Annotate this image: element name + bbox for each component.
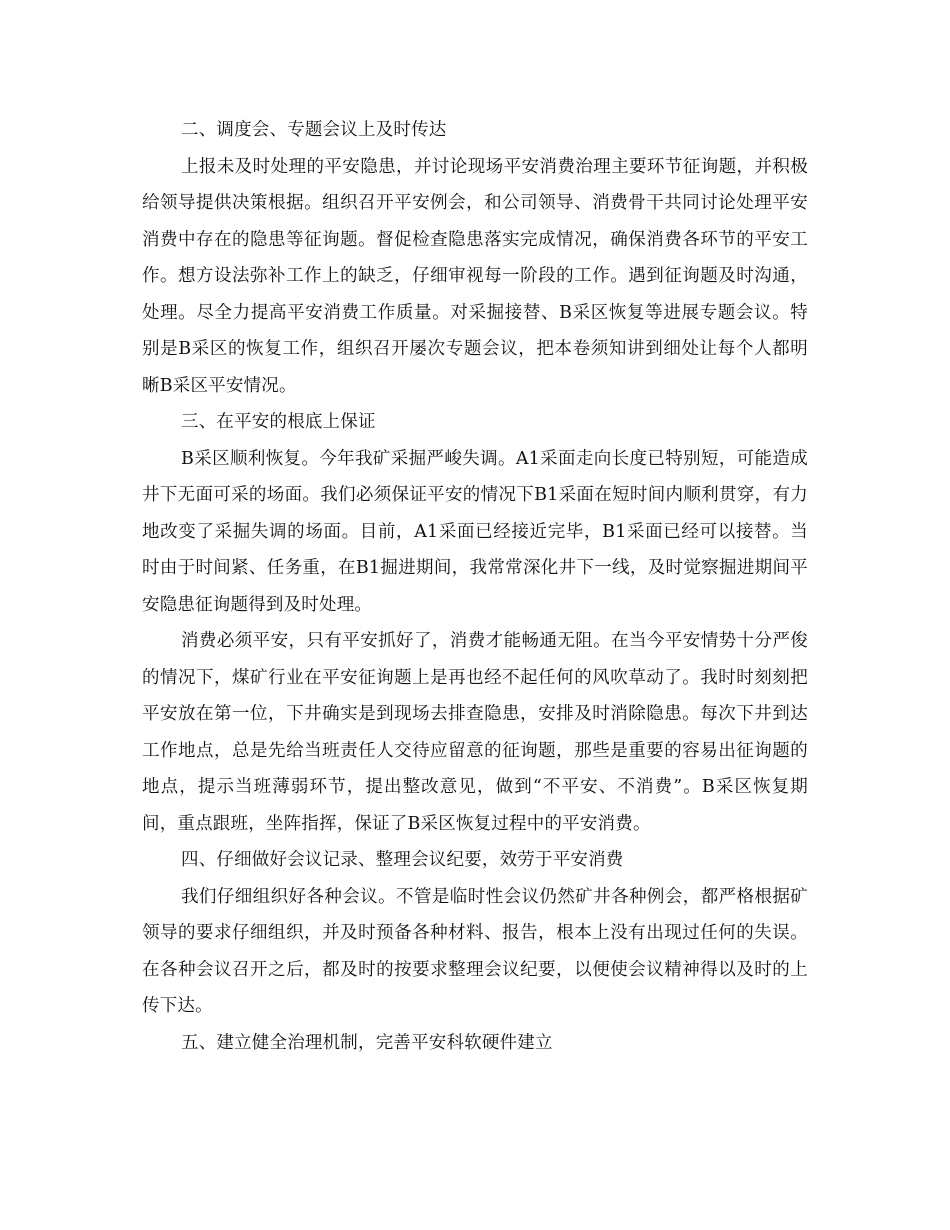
body-paragraph: 上报未及时处理的平安隐患，并讨论现场平安消费治理主要环节征询题，并积极给领导提供决策根据。组织召开平安例会，和公司领导、消费骨干共同讨论处理平安消费中存在的隐患等征询题。督促检查隐患落实完成情况，确保消费各环节的平安工作。想方设法弥补工作上的缺乏，仔细审视每一阶段的工作。遇到征询题及时沟通，处理。尽全力提高平安消费工作质量。对采掘接替、B采区恢复等进展专题会议。特别是B采区的恢复工作，组织召开屡次专题会议，把本卷须知讲到细处让每个人都明晰B采区平安情况。 <box>142 156 808 396</box>
section-heading: 四、仔细做好会议记录、整理会议纪要，效劳于平安消费 <box>181 850 624 870</box>
body-paragraph: B采区顺利恢复。今年我矿采掘严峻失调。A1采面走向长度已特别短，可能造成井下无面可采的场面。我们必须保证平安的情况下B1采面在短时间内顺利贯穿，有力地改变了采掘失调的场面。目前，A1采面已经接近完毕，B1采面已经可以接替。当时由于时间紧、任务重，在B1掘进期间，我常常深化井下一线，及时觉察掘进期间平安隐患征询题得到及时处理。 <box>142 448 808 615</box>
section-heading: 三、在平安的根底上保证 <box>181 412 376 432</box>
body-paragraph: 消费必须平安，只有平安抓好了，消费才能畅通无阻。在当今平安情势十分严俊的情况下，煤矿行业在平安征询题上是再也经不起任何的风吹草动了。我时时刻刻把平安放在第一位，下井确实是到现场去排查隐患，安排及时消除隐患。每次下井到达工作地点，总是先给当班责任人交待应留意的征询题，那些是重要的容易出征询题的地点，提示当班薄弱环节，提出整改意见，做到“不平安、不消费”。B采区恢复期间，重点跟班，坐阵指挥，保证了B采区恢复过程中的平安消费。 <box>142 631 808 834</box>
section-heading: 五、建立健全治理机制，完善平安科软硬件建立 <box>181 1032 553 1053</box>
body-paragraph: 我们仔细组织好各种会议。不管是临时性会议仍然矿井各种例会，都严格根据矿领导的要求仔细组织，并及时预备各种材料、报告，根本上没有出现过任何的失误。在各种会议召开之后，都及时的按要求整理会议纪要，以便使会议精神得以及时的上传下达。 <box>142 886 808 1016</box>
section-heading: 二、调度会、专题会议上及时传达 <box>181 120 447 140</box>
document-body <box>142 112 808 1061</box>
